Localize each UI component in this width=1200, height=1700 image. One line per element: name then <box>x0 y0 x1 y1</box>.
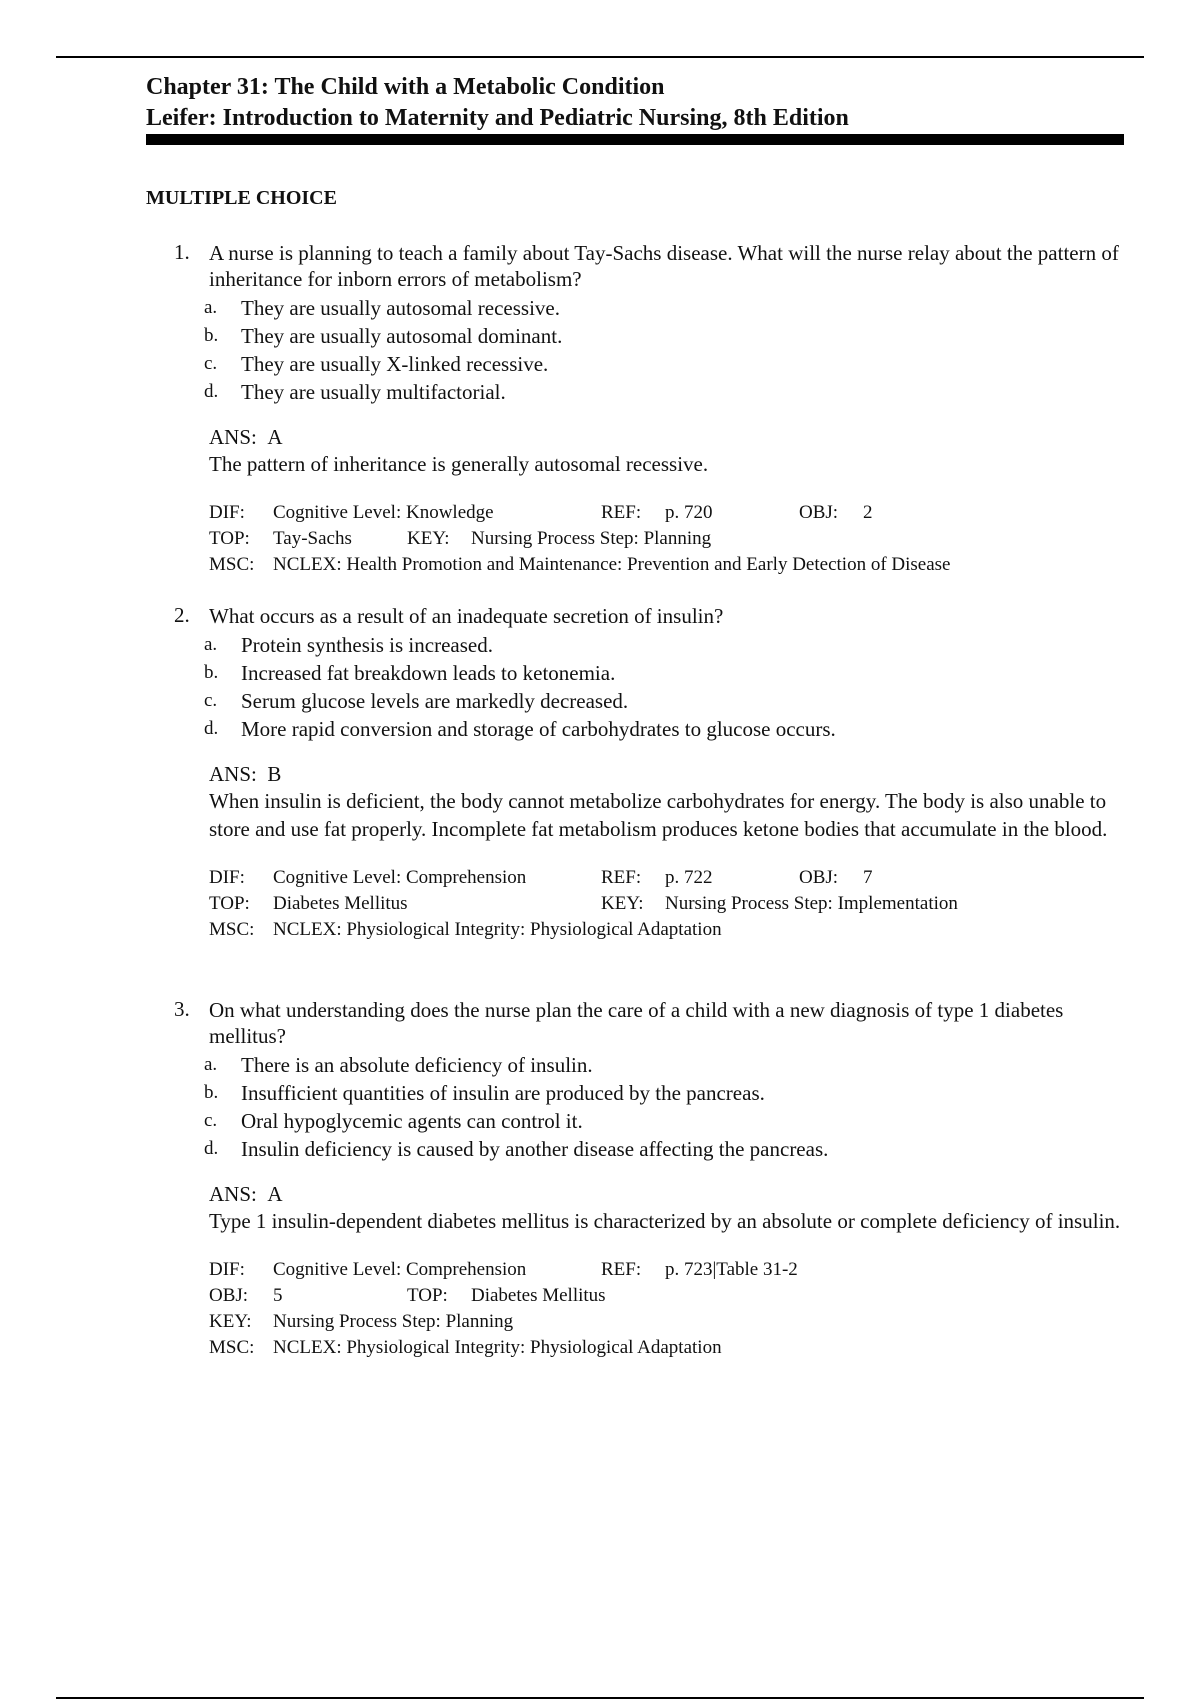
question-3 <box>146 997 1124 1361</box>
option-letter: d. <box>204 1138 219 1159</box>
ans-value: B <box>267 762 282 786</box>
msc-value: NCLEX: Physiological Integrity: Physiological Adaptation <box>273 1337 722 1358</box>
option-text: They are usually X-linked recessive. <box>241 352 549 376</box>
top-rule <box>56 56 1144 58</box>
question-metadata <box>209 1257 1124 1361</box>
ans-label: ANS: <box>209 1182 257 1206</box>
key-value: Nursing Process Step: Implementation <box>665 893 958 914</box>
option-text: Increased fat breakdown leads to ketonemia. <box>241 661 616 685</box>
answer-options <box>204 294 1124 406</box>
ans-label: ANS: <box>209 762 257 786</box>
option-b <box>204 1079 1124 1107</box>
option-a <box>204 294 1124 322</box>
rationale: Type 1 insulin-dependent diabetes mellitus is characterized by an absolute or complete deficiency of insulin. <box>209 1209 1121 1233</box>
option-b <box>204 322 1124 350</box>
key-value: Nursing Process Step: Planning <box>273 1311 514 1332</box>
option-a <box>204 1051 1124 1079</box>
obj-value: 7 <box>863 867 873 888</box>
option-text: They are usually autosomal dominant. <box>241 324 563 348</box>
obj-label: OBJ: <box>799 867 839 888</box>
dif-value: Cognitive Level: Comprehension <box>273 1259 527 1280</box>
answer-key <box>209 424 1124 450</box>
option-text: Insulin deficiency is caused by another disease affecting the pancreas. <box>241 1137 829 1161</box>
option-letter: c. <box>204 690 218 711</box>
chapter-title: Chapter 31: The Child with a Metabolic Condition <box>146 74 665 100</box>
question-stem: What occurs as a result of an inadequate secretion of insulin? <box>209 604 724 628</box>
key-label: KEY: <box>407 528 450 549</box>
option-letter: d. <box>204 718 219 739</box>
option-text: Protein synthesis is increased. <box>241 633 493 657</box>
option-text: Serum glucose levels are markedly decreased. <box>241 689 629 713</box>
dif-value: Cognitive Level: Knowledge <box>273 502 494 523</box>
top-value: Diabetes Mellitus <box>471 1285 606 1306</box>
option-letter: c. <box>204 353 218 374</box>
answer-options <box>204 631 1124 743</box>
dif-label: DIF: <box>209 1259 245 1280</box>
rationale: The pattern of inheritance is generally autosomal recessive. <box>209 452 709 476</box>
ref-value: p. 720 <box>665 502 713 523</box>
option-d <box>204 715 1124 743</box>
option-text: More rapid conversion and storage of carbohydrates to glucose occurs. <box>241 717 836 741</box>
ref-label: REF: <box>601 1259 642 1280</box>
option-letter: d. <box>204 381 219 402</box>
top-label: TOP: <box>407 1285 448 1306</box>
top-value: Tay-Sachs <box>273 528 352 549</box>
option-text: They are usually autosomal recessive. <box>241 296 560 320</box>
question-number: 2. <box>174 603 190 627</box>
answer-key <box>209 761 1124 787</box>
ref-value: p. 723|Table 31-2 <box>665 1259 798 1280</box>
rationale: When insulin is deficient, the body cannot metabolize carbohydrates for energy. The body is also unable to store and use fat properly. Incomplete fat metabolism produces ketone bodies that accumulate in the blood. <box>209 789 1108 841</box>
option-b <box>204 659 1124 687</box>
question-1 <box>146 240 1124 578</box>
option-text: Insufficient quantities of insulin are produced by the pancreas. <box>241 1081 765 1105</box>
dif-label: DIF: <box>209 502 245 523</box>
book-title: Leifer: Introduction to Maternity and Pediatric Nursing, 8th Edition <box>146 105 849 131</box>
top-value: Diabetes Mellitus <box>273 893 408 914</box>
option-text: Oral hypoglycemic agents can control it. <box>241 1109 583 1133</box>
option-text: They are usually multifactorial. <box>241 380 506 404</box>
question-stem: A nurse is planning to teach a family about Tay-Sachs disease. What will the nurse relay about the pattern of inheritance for inborn errors of metabolism? <box>209 241 1119 291</box>
option-letter: b. <box>204 325 219 346</box>
document-header <box>146 72 1124 134</box>
msc-label: MSC: <box>209 1337 255 1358</box>
ans-value: A <box>267 1182 283 1206</box>
option-letter: a. <box>204 1054 218 1075</box>
dif-value: Cognitive Level: Comprehension <box>273 867 527 888</box>
option-letter: b. <box>204 662 219 683</box>
option-c <box>204 1107 1124 1135</box>
question-metadata <box>209 500 1124 578</box>
option-d <box>204 378 1124 406</box>
option-d <box>204 1135 1124 1163</box>
top-label: TOP: <box>209 528 250 549</box>
option-text: There is an absolute deficiency of insulin. <box>241 1053 593 1077</box>
obj-label: OBJ: <box>209 1285 249 1306</box>
key-label: KEY: <box>601 893 644 914</box>
obj-value: 5 <box>273 1285 283 1306</box>
option-letter: a. <box>204 297 218 318</box>
answer-options <box>204 1051 1124 1163</box>
option-letter: c. <box>204 1110 218 1131</box>
option-letter: b. <box>204 1082 219 1103</box>
answer-key <box>209 1181 1124 1207</box>
obj-label: OBJ: <box>799 502 839 523</box>
option-letter: a. <box>204 634 218 655</box>
section-title: MULTIPLE CHOICE <box>146 187 337 209</box>
bottom-rule <box>56 1697 1144 1699</box>
option-c <box>204 687 1124 715</box>
ref-label: REF: <box>601 867 642 888</box>
ref-label: REF: <box>601 502 642 523</box>
key-label: KEY: <box>209 1311 252 1332</box>
msc-label: MSC: <box>209 919 255 940</box>
key-value: Nursing Process Step: Planning <box>471 528 712 549</box>
ans-value: A <box>267 425 283 449</box>
msc-label: MSC: <box>209 554 255 575</box>
question-number: 1. <box>174 240 190 264</box>
msc-value: NCLEX: Health Promotion and Maintenance: Prevention and Early Detection of Disease <box>273 554 951 575</box>
question-2 <box>146 603 1124 943</box>
question-number: 3. <box>174 997 190 1021</box>
ref-value: p. 722 <box>665 867 713 888</box>
dif-label: DIF: <box>209 867 245 888</box>
obj-value: 2 <box>863 502 873 523</box>
question-stem: On what understanding does the nurse plan the care of a child with a new diagnosis of type 1 diabetes mellitus? <box>209 998 1064 1048</box>
header-divider <box>146 134 1124 145</box>
option-a <box>204 631 1124 659</box>
msc-value: NCLEX: Physiological Integrity: Physiological Adaptation <box>273 919 722 940</box>
ans-label: ANS: <box>209 425 257 449</box>
option-c <box>204 350 1124 378</box>
top-label: TOP: <box>209 893 250 914</box>
question-metadata <box>209 865 1124 943</box>
